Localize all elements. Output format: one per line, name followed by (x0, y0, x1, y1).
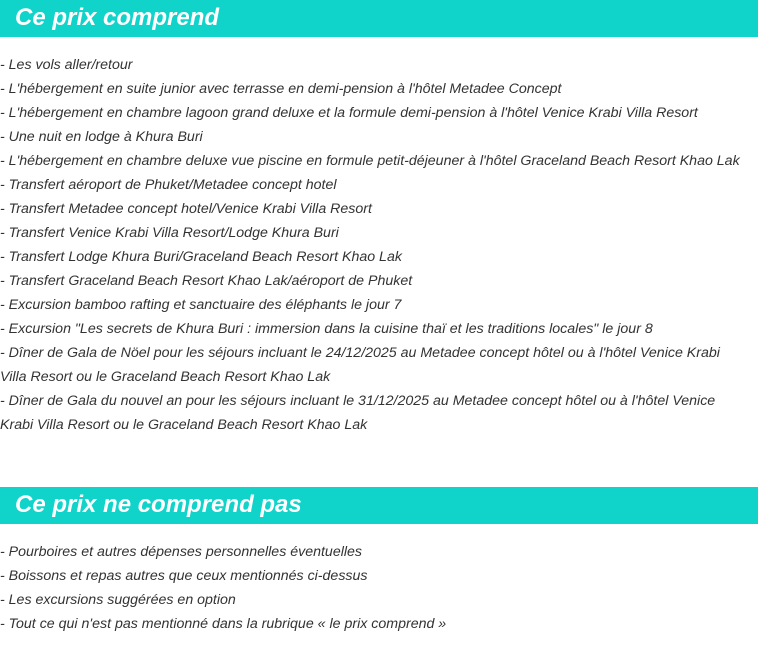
list-item: - Transfert Lodge Khura Buri/Graceland Beach Resort Khao Lak (0, 249, 402, 265)
list-item: - L'hébergement en chambre lagoon grand deluxe et la formule demi-pension à l'hôtel Venice Krabi Villa Resort (0, 105, 698, 121)
list-item: - Transfert Metadee concept hotel/Venice Krabi Villa Resort (0, 201, 372, 217)
list-item: - Pourboires et autres dépenses personnelles éventuelles (0, 544, 363, 560)
list-item: - Transfert Graceland Beach Resort Khao Lak/aéroport de Phuket (0, 273, 413, 289)
includes-list (0, 53, 746, 437)
list-item: - Excursion "Les secrets de Khura Buri : immersion dans la cuisine thaï et les traditions locales" le jour 8 (0, 321, 653, 337)
list-item: - Une nuit en lodge à Khura Buri (0, 129, 203, 145)
list-item: - Les excursions suggérées en option (0, 592, 236, 608)
list-item: - Boissons et repas autres que ceux mentionnés ci-dessus (0, 568, 368, 584)
list-item: - Transfert Venice Krabi Villa Resort/Lodge Khura Buri (0, 225, 339, 241)
includes-section-title: Ce prix comprend (15, 4, 220, 31)
excludes-section-header (0, 487, 758, 524)
excludes-list (0, 540, 746, 636)
list-item: - Transfert aéroport de Phuket/Metadee concept hotel (0, 177, 337, 193)
list-item: - Tout ce qui n'est pas mentionné dans la rubrique « le prix comprend » (0, 616, 447, 632)
list-item: - Dîner de Gala de Nöel pour les séjours incluant le 24/12/2025 au Metadee concept hôtel ou à l'hôtel Venice Krabi Villa Resort ou le Graceland Beach Resort Khao Lak (0, 345, 720, 385)
list-item: - L'hébergement en suite junior avec terrasse en demi-pension à l'hôtel Metadee Concept (0, 81, 562, 97)
list-item: - L'hébergement en chambre deluxe vue piscine en formule petit-déjeuner à l'hôtel Graceland Beach Resort Khao Lak (0, 153, 740, 169)
includes-section-header (0, 0, 758, 37)
excludes-section-title: Ce prix ne comprend pas (15, 491, 302, 518)
list-item: - Les vols aller/retour (0, 57, 133, 73)
list-item: - Dîner de Gala du nouvel an pour les séjours incluant le 31/12/2025 au Metadee concept hôtel ou à l'hôtel Venice Krabi Villa Resort ou le Graceland Beach Resort Khao Lak (0, 393, 716, 433)
list-item: - Excursion bamboo rafting et sanctuaire des éléphants le jour 7 (0, 297, 402, 313)
